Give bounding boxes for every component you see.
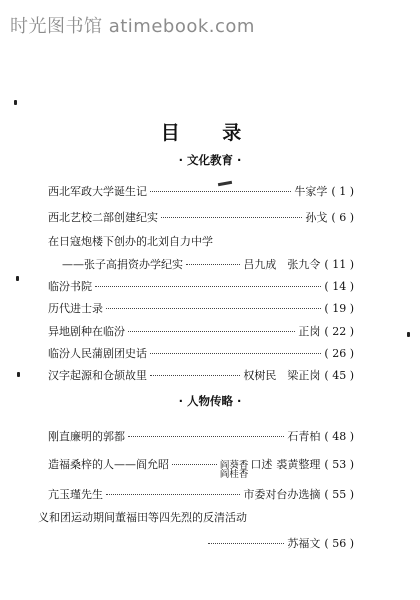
entry-page: ( 53 ) (324, 458, 354, 471)
toc-entry (38, 509, 247, 525)
toc-entry (48, 345, 354, 361)
entry-author: 市委对台办选摘 (243, 488, 321, 501)
toc-entry (48, 183, 354, 199)
toc-entry (205, 535, 354, 551)
dot-leader (150, 191, 291, 192)
entry-author: 孙戈 (305, 211, 328, 224)
toc-entry (48, 278, 354, 294)
dot-leader (128, 436, 284, 437)
entry-title: 异地剧种在临汾 (48, 325, 125, 338)
entry-title: 西北艺校二部创建纪实 (48, 211, 158, 224)
toc-entry (48, 456, 354, 480)
toc-entry (48, 367, 354, 383)
watermark: 时光图书馆 atimebook.com (10, 16, 255, 37)
margin-mark (16, 276, 19, 281)
entry-title: 汉字起源和仓颉故里 (48, 369, 147, 382)
entry-author: 石青柏 (287, 430, 321, 443)
entry-page: ( 45 ) (324, 369, 354, 382)
entry-title: 临汾人民蒲剧团史话 (48, 347, 147, 360)
section-heading-people: · 人物传略 · (178, 394, 242, 408)
entry-page: ( 11 ) (324, 258, 354, 271)
margin-mark (407, 332, 410, 337)
entry-title: 在日寇炮楼下创办的北刘自力中学 (48, 235, 213, 248)
entry-title: 亢玉瑾先生 (48, 488, 103, 501)
toc-entry (48, 233, 213, 249)
entry-title: 历代进士录 (48, 302, 103, 315)
page-title: 目 录 (160, 122, 260, 144)
dot-leader (150, 375, 240, 376)
entry-author: 权树民 梁正岗 (243, 369, 321, 382)
toc-entry (48, 486, 354, 502)
entry-title: 义和团运动期间董福田等四先烈的反清活动 (38, 511, 247, 524)
entry-author: 牛家学 (294, 185, 328, 198)
entry-author-bottom: 阎桂香 (219, 469, 249, 480)
entry-page: ( 19 ) (324, 302, 354, 315)
toc-entry (48, 323, 354, 339)
toc-entry (48, 209, 354, 225)
entry-author: 吕九成 张九令 (243, 258, 321, 271)
entry-page: ( 6 ) (331, 211, 354, 224)
entry-page: ( 26 ) (324, 347, 354, 360)
entry-author-tail: 裘黄整理 (276, 458, 321, 471)
entry-author: 正岗 (298, 325, 321, 338)
dot-leader (186, 264, 240, 265)
section-heading-culture: · 文化教育 · (178, 153, 242, 167)
dot-leader (106, 308, 321, 309)
entry-title: 临汾书院 (48, 280, 92, 293)
toc-entry (48, 428, 354, 444)
entry-page: ( 22 ) (324, 325, 354, 338)
entry-page: ( 55 ) (324, 488, 354, 501)
margin-mark (17, 372, 20, 377)
margin-mark (14, 100, 17, 105)
toc-entry (62, 256, 354, 272)
dot-leader (95, 286, 321, 287)
entry-page: ( 14 ) (324, 280, 354, 293)
toc-entry (48, 300, 354, 316)
entry-author: 苏福文 (287, 537, 321, 550)
entry-title: ——张子高捐资办学纪实 (62, 258, 183, 271)
dot-leader (172, 464, 217, 465)
entry-page: ( 48 ) (324, 430, 354, 443)
dot-leader (161, 217, 302, 218)
dot-leader (106, 494, 240, 495)
dot-leader (150, 353, 321, 354)
entry-title: 刚直廉明的郭都 (48, 430, 125, 443)
entry-author-stack (220, 461, 249, 479)
entry-title: 西北军政大学诞生记 (48, 185, 147, 198)
entry-title: 造福桑梓的人——阎允昭 (48, 458, 169, 471)
entry-author-mid: 口述 (250, 458, 273, 471)
dot-leader (208, 543, 284, 544)
entry-page: ( 1 ) (331, 185, 354, 198)
entry-author-top: 阎葵香 (219, 460, 249, 471)
dot-leader (128, 331, 295, 332)
entry-page: ( 56 ) (324, 537, 354, 550)
